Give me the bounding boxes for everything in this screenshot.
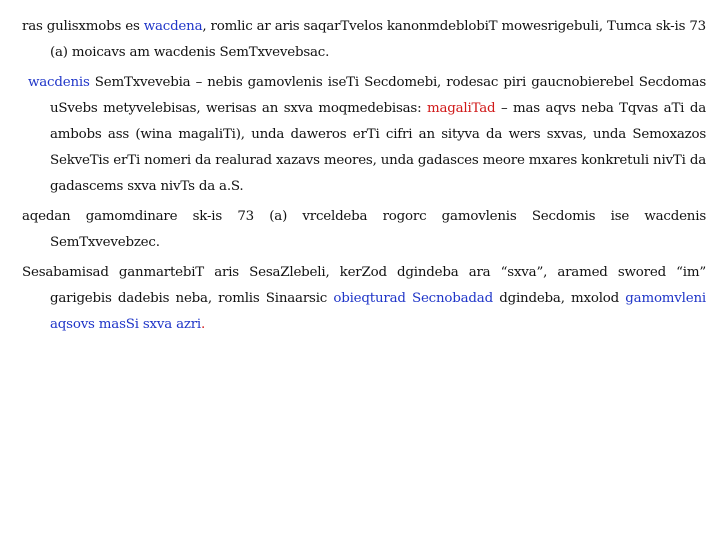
- paragraph-2-text-1: SemTxvevebia – nebis gamovlenis iseTi Secdomebi, rodesac piri gaucnobierebel Secdomas uSvebs metyvelebisas, werisas an sxva moqmedebisas:: [50, 75, 706, 116]
- paragraph-1-text-2: , romlic ar aris saqarTvelos kanonmdeblobiT mowesrigebuli, Tumca sk-is 73 (a) moicavs am wacdenis SemTxvevebsac.: [50, 19, 706, 60]
- term-obieqturad-secnobadad: obieqturad Secnobadad: [333, 291, 493, 306]
- paragraph-1: [22, 14, 706, 66]
- paragraph-2-text-2: – mas aqvs neba Tqvas aTi da ambobs ass (wina magaliTi), unda daweros erTi cifri an sityva da wers sxvas, unda Semoxazos SekveTis erTi nomeri da realurad xazavs meores, unda gadasces meore mxares konkretuli nivTi da gadascems sxva nivTs da a.S.: [50, 101, 706, 194]
- term-wacdena: wacdena: [143, 19, 203, 34]
- paragraph-4-text-2: dgindeba, mxolod: [492, 291, 626, 306]
- term-wacdenis: wacdenis: [28, 75, 90, 90]
- paragraph-2: [22, 70, 706, 200]
- term-gamomvleni: gamomvleni aqsovs masSi sxva azri: [50, 291, 706, 332]
- term-magalitad: magaliTad: [426, 101, 496, 116]
- paragraph-3: [22, 204, 706, 256]
- paragraph-4-period: .: [201, 317, 206, 332]
- document-page: [22, 14, 706, 342]
- paragraph-4: [22, 260, 706, 338]
- paragraph-1-text-1: ras gulisxmobs es: [22, 19, 144, 34]
- paragraph-4-text-1: Sesabamisad ganmartebiT aris SesaZlebeli, kerZod dgindeba ara “sxva”, aramed swored “im” garigebis dadebis neba, romlis Sinaarsic: [22, 265, 706, 306]
- paragraph-3-text-1: aqedan gamomdinare sk-is 73 (a) vrceldeba rogorc gamovlenis Secdomis ise wacdenis SemTxvevebzec.: [22, 209, 706, 250]
